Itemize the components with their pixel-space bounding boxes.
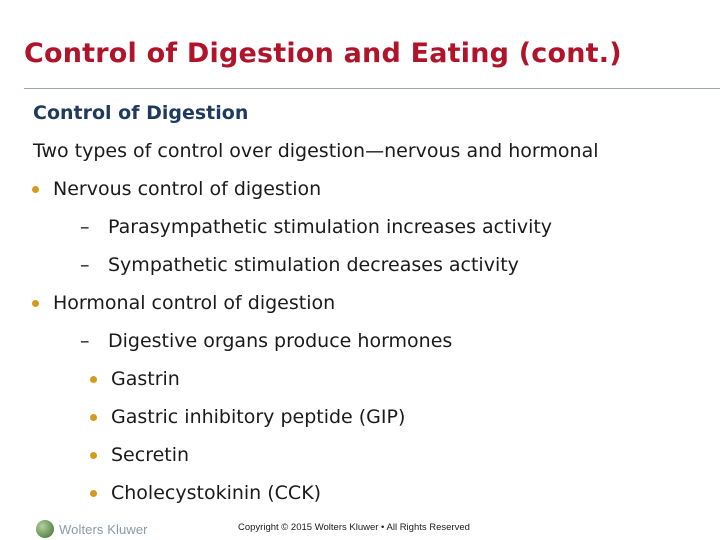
bullet-icon — [90, 490, 97, 497]
bullet-item-nervous — [32, 178, 321, 200]
publisher-logo — [36, 520, 148, 538]
bullet-icon — [32, 186, 39, 193]
section-heading: Control of Digestion — [33, 102, 249, 124]
globe-icon — [36, 520, 54, 538]
hormone-text: Gastric inhibitory peptide (GIP) — [111, 406, 406, 428]
sub-item-hormones — [80, 330, 452, 352]
copyright-text: Copyright © 2015 Wolters Kluwer • All Rights Reserved — [238, 522, 470, 533]
sub-item-text: Parasympathetic stimulation increases activity — [108, 216, 553, 238]
sub-item-sympathetic — [80, 254, 519, 276]
sub-item-parasympathetic — [80, 216, 552, 238]
hormone-item-cck — [90, 482, 321, 504]
hormone-text: Gastrin — [111, 368, 180, 390]
dash-icon: – — [80, 254, 90, 276]
bullet-icon — [90, 376, 97, 383]
hormone-text: Secretin — [111, 444, 190, 466]
bullet-icon — [90, 452, 97, 459]
bullet-text: Nervous control of digestion — [53, 178, 322, 200]
dash-icon: – — [80, 330, 90, 352]
bullet-item-hormonal — [32, 292, 335, 314]
hormone-item-gip — [90, 406, 405, 428]
hormone-item-secretin — [90, 444, 189, 466]
bullet-icon — [32, 300, 39, 307]
bullet-text: Hormonal control of digestion — [53, 292, 336, 314]
sub-item-text: Digestive organs produce hormones — [108, 330, 453, 352]
title-divider — [24, 88, 720, 89]
hormone-text: Cholecystokinin (CCK) — [111, 482, 322, 504]
dash-icon: – — [80, 216, 90, 238]
publisher-name: Wolters Kluwer — [59, 521, 148, 537]
intro-text: Two types of control over digestion—nervous and hormonal — [33, 140, 599, 162]
bullet-icon — [90, 414, 97, 421]
sub-item-text: Sympathetic stimulation decreases activity — [108, 254, 519, 276]
hormone-item-gastrin — [90, 368, 180, 390]
slide-title: Control of Digestion and Eating (cont.) — [24, 38, 622, 69]
